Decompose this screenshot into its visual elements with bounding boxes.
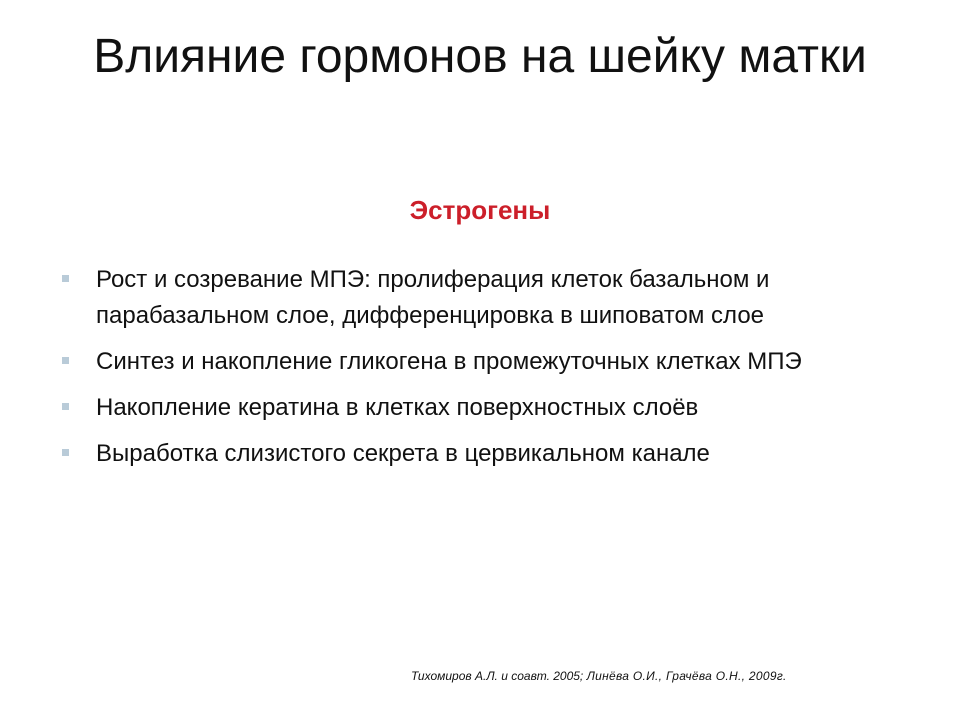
bullet-text: Выработка слизистого секрета в цервикальном канале [96,440,710,467]
bullet-text: Синтез и накопление гликогена в промежуточных клетках МПЭ [96,348,802,375]
bullet-text: Рост и созревание МПЭ: пролиферация клеток базальном и парабазальном слое, дифференцировка в шиповатом слое [96,266,770,329]
citation [411,668,931,684]
bullet-item [58,436,918,472]
bullet-item [58,390,918,426]
bullet-list [58,262,918,482]
square-bullet-icon [62,275,69,282]
bullet-text: Накопление кератина в клетках поверхностных слоёв [96,394,699,421]
slide-title: Влияние гормонов на шейку матки [93,30,867,83]
square-bullet-icon [62,403,69,410]
bullet-item [58,262,918,334]
square-bullet-icon [62,449,69,456]
citation-second: Линёва О.И., Грачёва О.Н., 2009г. [586,669,787,683]
bullet-item [58,344,918,380]
slide-subtitle: Эстрогены [409,195,551,225]
square-bullet-icon [62,357,69,364]
citation-first: Тихомиров А.Л. и соавт. 2005; [411,669,584,683]
